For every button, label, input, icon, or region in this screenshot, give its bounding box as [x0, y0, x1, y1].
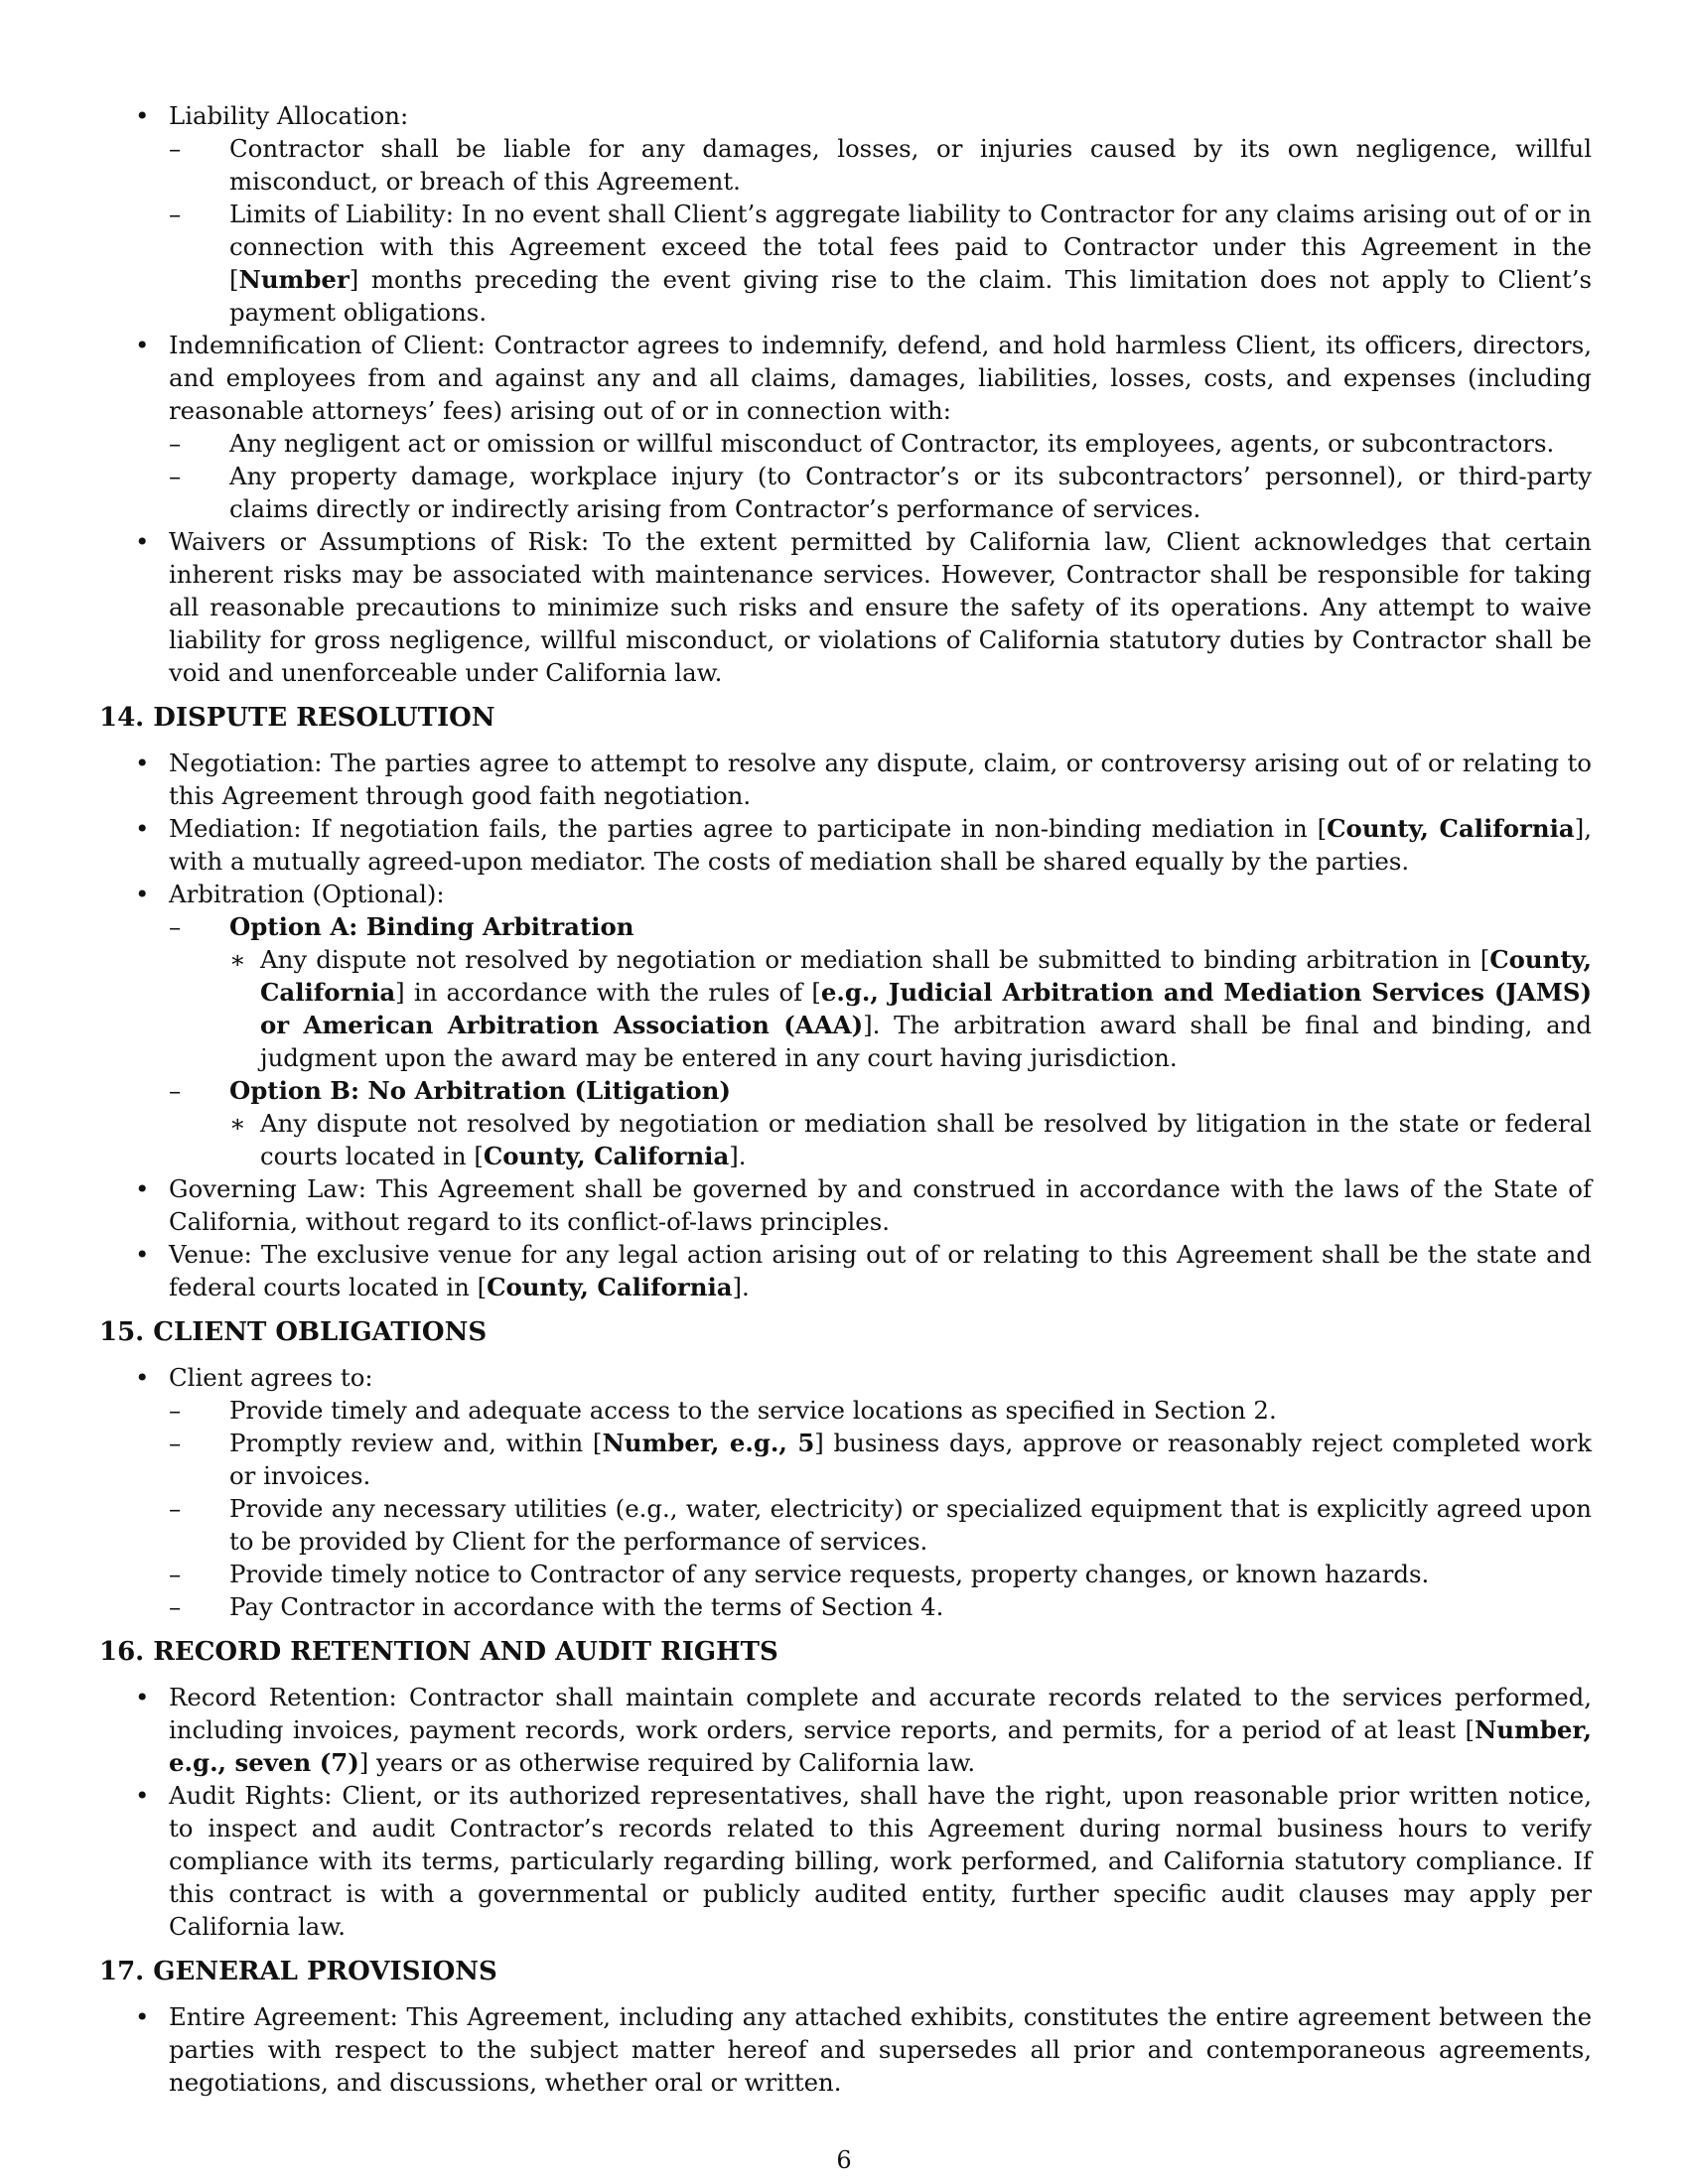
section-14-list: [99, 747, 1592, 1303]
bullet-icon: •: [135, 101, 150, 130]
governing-law-text: Governing Law: This Agreement shall be governed by and construed in accordance with the laws of the State of California, without regard to its conflict-of-laws principles.: [169, 1174, 1592, 1236]
section-17-list: [99, 2000, 1592, 2099]
sub-item-utilities: [169, 1492, 1592, 1558]
list-item-venue: [99, 1238, 1592, 1303]
dash-icon: –: [169, 429, 182, 458]
option-a-title: Option A: Binding Arbitration: [229, 912, 634, 941]
placeholder-county: County, California: [483, 1142, 730, 1170]
option-a-text: ] in accordance with the rules of [: [395, 978, 821, 1007]
sub-item-review: [169, 1427, 1592, 1492]
option-a-text: ]. The arbitration award shall be final and binding, and judgment upon the award may be entered in any court having jurisdiction.: [260, 1011, 1592, 1072]
list-item-record-retention: [99, 1681, 1592, 1779]
waivers-text: Waivers or Assumptions of Risk: To the extent permitted by California law, Client acknowledges that certain inherent risks may be associated with maintenance services. However, Contractor shall be responsible for taking all reasonable precautions to minimize such risks and ensure the safety of its operations. Any attempt to waive liability for gross negligence, willful misconduct, or violations of California statutory duties by Contractor shall be void and unenforceable under California law.: [169, 527, 1592, 687]
dash-icon: –: [169, 200, 182, 228]
liability-label: Liability Allocation:: [169, 101, 409, 130]
sub-item-access: [169, 1394, 1592, 1427]
dash-icon: –: [169, 1494, 182, 1523]
list-item-entire-agreement: [99, 2000, 1592, 2099]
placeholder-number: Number, e.g., seven (7): [169, 1715, 1592, 1777]
sub-item-text: Promptly review and, within [: [229, 1429, 603, 1457]
document-page: [99, 99, 1592, 2099]
bullet-icon: •: [135, 749, 150, 777]
sub-item-contractor-liable: [169, 132, 1592, 198]
section-16-list: [99, 1681, 1592, 1943]
placeholder-arbitration-body: e.g., Judicial Arbitration and Mediation Services (JAMS) or American Arbitration Association (AAA): [260, 978, 1592, 1039]
bullet-icon: •: [135, 1781, 150, 1810]
sub-item-notice: [169, 1558, 1592, 1590]
placeholder-number: Number, e.g., 5: [602, 1429, 815, 1457]
bullet-icon: •: [135, 814, 150, 843]
dash-icon: –: [169, 462, 182, 490]
section-heading-14: 14. DISPUTE RESOLUTION: [99, 703, 495, 733]
venue-text: Venue: The exclusive venue for any legal action arising out of or relating to this Agreement shall be the state and federal courts located in [: [169, 1240, 1592, 1301]
sub-sub-item-option-a: [229, 943, 1592, 1074]
sub-item-negligent-act: [169, 427, 1592, 460]
mediation-text: ], with a mutually agreed-upon mediator. The costs of mediation shall be shared equally by the parties.: [169, 814, 1592, 876]
entire-agreement-text: Entire Agreement: This Agreement, including any attached exhibits, constitutes the entire agreement between the parties with respect to the subject matter hereof and supersedes all prior and contemporaneous agreements, negotiations, and discussions, whether oral or written.: [169, 2002, 1592, 2097]
section-13-list: [99, 99, 1592, 689]
dash-icon: –: [169, 1076, 182, 1105]
placeholder-number: Number: [238, 265, 350, 294]
list-item-liability-allocation: [99, 99, 1592, 329]
bullet-icon: •: [135, 1174, 150, 1203]
asterisk-icon: ∗: [229, 945, 246, 974]
section-heading-15: 15. CLIENT OBLIGATIONS: [99, 1317, 488, 1347]
client-agrees-label: Client agrees to:: [169, 1363, 373, 1392]
asterisk-icon: ∗: [229, 1109, 246, 1138]
negotiation-text: Negotiation: The parties agree to attempt to resolve any dispute, claim, or controversy arising out of or relating to this Agreement through good faith negotiation.: [169, 749, 1592, 810]
dash-icon: –: [169, 134, 182, 163]
sub-sub-item-option-b: [229, 1107, 1592, 1172]
option-b-text: Any dispute not resolved by negotiation or mediation shall be resolved by litigation in the state or federal courts located in [: [260, 1109, 1592, 1170]
sub-item-text: Limits of Liability: In no event shall Client’s aggregate liability to Contractor for any claims arising out of or in connection with this Agreement exceed the total fees paid to Contractor under this Agreement in the [: [229, 200, 1592, 294]
record-retention-text: Record Retention: Contractor shall maintain complete and accurate records related to the services performed, including invoices, payment records, work orders, service reports, and permits, for a period of at least [: [169, 1683, 1592, 1744]
sub-item-property-damage: [169, 460, 1592, 525]
sub-item-text: Provide timely and adequate access to the service locations as specified in Section 2.: [229, 1396, 1277, 1425]
bullet-icon: •: [135, 1240, 150, 1269]
list-item-arbitration: [99, 878, 1592, 1172]
sub-item-limits-of-liability: [169, 198, 1592, 329]
sub-item-text: Any negligent act or omission or willful misconduct of Contractor, its employees, agents, or subcontractors.: [229, 429, 1555, 458]
dash-icon: –: [169, 1396, 182, 1425]
sub-item-text: Provide timely notice to Contractor of any service requests, property changes, or known hazards.: [229, 1560, 1430, 1588]
list-item-client-agrees: [99, 1361, 1592, 1623]
record-retention-text: ] years or as otherwise required by California law.: [358, 1748, 976, 1777]
list-item-waivers: [99, 525, 1592, 689]
arbitration-label: Arbitration (Optional):: [169, 880, 445, 908]
option-a-text: Any dispute not resolved by negotiation or mediation shall be submitted to binding arbitration in [: [260, 945, 1490, 974]
page-number: 6: [836, 2146, 852, 2174]
list-item-negotiation: [99, 747, 1592, 812]
dash-icon: –: [169, 1592, 182, 1621]
section-15-list: [99, 1361, 1592, 1623]
sub-item-text: ] business days, approve or reasonably reject completed work or invoices.: [229, 1429, 1592, 1490]
audit-rights-text: Audit Rights: Client, or its authorized representatives, shall have the right, upon reasonable prior written notice, to inspect and audit Contractor’s records related to this Agreement during normal business hours to verify compliance with its terms, particularly regarding billing, work performed, and California statutory compliance. If this contract is with a governmental or publicly audited entity, further specific audit clauses may apply per California law.: [169, 1781, 1592, 1941]
sub-item-text: ] months preceding the event giving rise to the claim. This limitation does not apply to Client’s payment obligations.: [229, 265, 1592, 327]
list-item-indemnification: [99, 329, 1592, 525]
section-heading-16: 16. RECORD RETENTION AND AUDIT RIGHTS: [99, 1637, 778, 1667]
bullet-icon: •: [135, 1363, 150, 1392]
placeholder-county: County, California: [260, 945, 1592, 1007]
sub-item-option-a: [169, 910, 1592, 1074]
placeholder-county: County, California: [487, 1273, 733, 1301]
dash-icon: –: [169, 1429, 182, 1457]
sub-item-text: Contractor shall be liable for any damages, losses, or injuries caused by its own negligence, willful misconduct, or breach of this Agreement.: [229, 134, 1592, 196]
option-b-text: ].: [729, 1142, 747, 1170]
bullet-icon: •: [135, 527, 150, 556]
bullet-icon: •: [135, 331, 150, 359]
bullet-icon: •: [135, 1683, 150, 1711]
placeholder-county: County, California: [1327, 814, 1575, 843]
sub-item-text: Provide any necessary utilities (e.g., water, electricity) or specialized equipment that is explicitly agreed upon to be provided by Client for the performance of services.: [229, 1494, 1592, 1556]
section-heading-17: 17. GENERAL PROVISIONS: [99, 1957, 497, 1986]
list-item-audit-rights: [99, 1779, 1592, 1943]
bullet-icon: •: [135, 880, 150, 908]
dash-icon: –: [169, 912, 182, 941]
mediation-text: Mediation: If negotiation fails, the parties agree to participate in non-binding mediation in [: [169, 814, 1328, 843]
venue-text: ].: [732, 1273, 750, 1301]
dash-icon: –: [169, 1560, 182, 1588]
list-item-mediation: [99, 812, 1592, 878]
bullet-icon: •: [135, 2002, 150, 2031]
sub-item-text: Pay Contractor in accordance with the terms of Section 4.: [229, 1592, 944, 1621]
sub-item-text: Any property damage, workplace injury (to Contractor’s or its subcontractors’ personnel), or third-party claims directly or indirectly arising from Contractor’s performance of services.: [229, 462, 1592, 523]
indemnification-text: Indemnification of Client: Contractor agrees to indemnify, defend, and hold harmless Client, its officers, directors, and employees from and against any and all claims, damages, liabilities, losses, costs, and expenses (including reasonable attorneys’ fees) arising out of or in connection with:: [169, 331, 1592, 425]
sub-item-option-b: [169, 1074, 1592, 1172]
sub-item-pay: [169, 1590, 1592, 1623]
option-b-title: Option B: No Arbitration (Litigation): [229, 1076, 731, 1105]
list-item-governing-law: [99, 1172, 1592, 1238]
